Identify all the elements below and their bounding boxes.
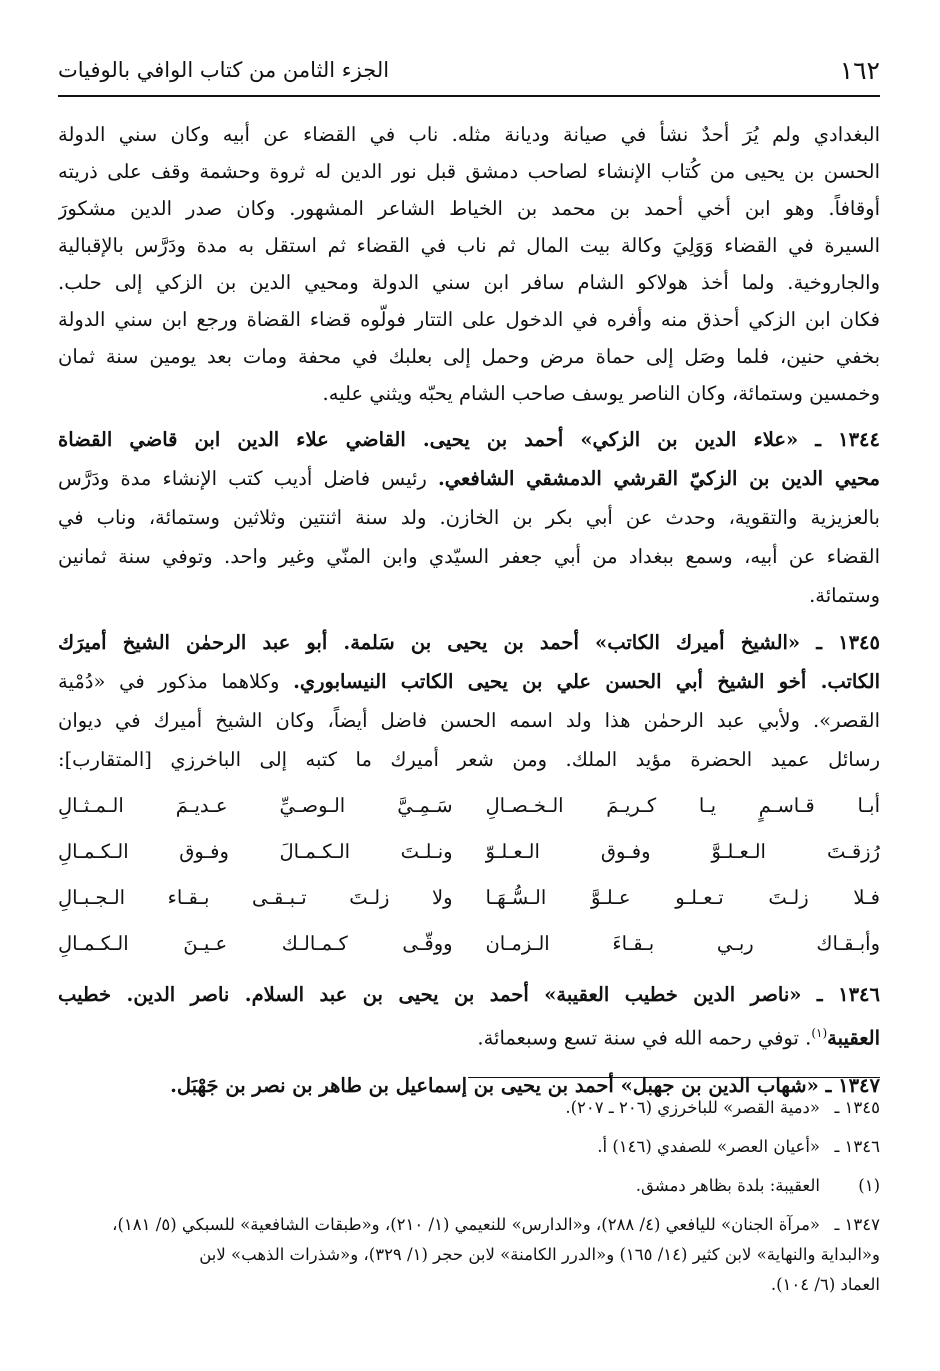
text-line: القصر». ولأبي عبد الرحمٰن هذا ولد اسمه الحسن فاضل أيضاً، وكان الشيخ أميرك في ديوان (58, 709, 880, 732)
entry-text: . توفي رحمه الله في سنة تسع وسبعمائة. (477, 1026, 812, 1050)
footnote-text: العماد (٦/ ١٠٤). (770, 1275, 880, 1294)
entry-1344 (58, 420, 880, 615)
entry-heading: ١٣٤٦ ـ «ناصر الدين خطيب العقيبة» أحمد بن يحيى بن عبد السلام. ناصر الدين. خطيب (58, 983, 880, 1006)
running-header (58, 50, 880, 94)
footnote (58, 1210, 880, 1300)
text-line: والجاروخية. ولما أخذ هولاكو الشام سافر ابن سني الدولة ومحيي الدين بن الزكي إلى حلب. (58, 271, 880, 294)
entry-text: رئيس فاضل أديب كتب الإنشاء مدة ودَرَّس (58, 467, 438, 490)
text-line: القضاء عن أبيه، وسمع ببغداد من أبي جعفر السيّدي وابن المنّي وغير واحد. وتوفي سنة ثمانين (58, 545, 880, 568)
footnote-number: ١٣٤٥ ـ (834, 1098, 880, 1117)
footnotes (58, 1093, 880, 1309)
verse (58, 875, 880, 921)
verse-second-hemistich: ونـلـتَ الـكـمـالَ وفـوق الـكـمـالِ (58, 840, 453, 863)
entry-1346 (58, 975, 880, 1058)
footnote-text: «مرآة الجنان» لليافعي (٤/ ٢٨٨)، و«الدارس» للنعيمي (١/ ٢١٠)، و«طبقات الشافعية» للسبكي (٥/ ١٨١)، (112, 1215, 820, 1234)
text-line: بالعزيزية والتقوية، وحدث عن أبي بكر بن الخازن. ولد سنة اثنتين وثلاثين وستمائة، وناب في (58, 506, 880, 529)
verse (58, 783, 880, 829)
footnote (58, 1132, 880, 1162)
main-text (58, 116, 880, 1113)
text-line: فكان ابن الزكي أحذق منه وأفره في الدخول على التتار فولّوه قضاء القضاة ورجع ابن سني الدولة (58, 308, 880, 331)
verse-first-hemistich: فـلا زلـتَ تـعـلـو عـلـوَّ الـسُّـهَـا (485, 886, 880, 909)
running-title: الجزء الثامن من كتاب الوافي بالوفيات (58, 58, 390, 82)
entry-heading-cont: العقيبة (827, 1026, 880, 1050)
verse-first-hemistich: وأبـقـاك ربـي بـقـاءَ الـزمـان (485, 932, 880, 955)
poem (58, 783, 880, 967)
header-rule (58, 95, 880, 97)
text-line: أوقافاً. وهو ابن أخي أحمد بن محمد بن الخياط الشاعر المشهور. وكان صدر الدين مشكورَ (58, 197, 880, 220)
entry-1345 (58, 623, 880, 967)
verse (58, 829, 880, 875)
text-line: وخمسين وستمائة، وكان الناصر يوسف صاحب الشام يحبّه ويثني عليه. (322, 382, 880, 405)
footnote-rule (468, 1077, 880, 1078)
entry-heading-cont: الكاتب. أخو الشيخ أبي الحسن علي بن يحيى الكاتب النيسابوري. (293, 670, 880, 693)
footnote (58, 1171, 880, 1201)
footnote-text: العقيبة: بلدة بظاهر دمشق. (635, 1176, 820, 1195)
verse-first-hemistich: رُزقـتَ الـعـلـوَّ وفـوق الـعـلـوّ (485, 840, 880, 863)
entry-heading: ١٣٤٤ ـ «علاء الدين بن الزكي» أحمد بن يحيى. القاضي علاء الدين ابن قاضي القضاة (58, 428, 880, 451)
footnote-text: «أعيان العصر» للصفدي (١٤٦) أ. (597, 1137, 820, 1156)
text-line: البغدادي ولم يُرَ أحدٌ نشأ في صيانة وديانة مثله. ناب في القضاء عن أبيه وكان سني الدولة (58, 123, 880, 146)
text-line: الحسن بن يحيى من كُتاب الإنشاء لصاحب دمشق قبل نور الدين له ثروة وحشمة وقف على ذريته (58, 160, 880, 183)
text-line: بخفي حنين، فلما وصَل إلى حماة مرض وحمل إلى بعلبك في محفة ومات بعد يومين سنة ثمان (58, 345, 880, 368)
verse-second-hemistich: ووقّـى كـمـالـك عـيـنَ الـكـمـالِ (58, 932, 453, 955)
entry-heading-cont: محيي الدين بن الزكيّ القرشي الدمشقي الشافعي. (437, 467, 880, 490)
text-line: رسائل عميد الحضرة مؤيد الملك. ومن شعر أميرك ما كتبه إلى الباخرزي [المتقارب]: (58, 748, 880, 771)
entry-heading: ١٣٤٧ ـ «شهاب الدين بن جهبل» أحمد بن يحيى بن إسماعيل بن طاهر بن نصر بن جَهْبَل. (170, 1073, 880, 1097)
footnote-number: ١٣٤٧ ـ (834, 1215, 880, 1234)
text-line: وستمائة. (809, 584, 880, 607)
text-line: السيرة في القضاء وَوَلِيَ وكالة بيت المال ثم ناب في القضاء ثم استقل به مدة ودَرَّس بالإقبالية (58, 234, 880, 257)
verse-second-hemistich: ولا زلـتَ تـبـقـى بـقـاء الـجـبـالِ (58, 886, 453, 909)
entry-text: وكلاهما مذكور في «دُمْية (58, 670, 294, 693)
footnote-number: (١) (858, 1176, 880, 1195)
footnote-text: «دمية القصر» للباخرزي (٢٠٦ ـ ٢٠٧). (565, 1098, 820, 1117)
footnote (58, 1093, 880, 1123)
intro-paragraph (58, 116, 880, 412)
verse (58, 921, 880, 967)
footnote-text: و«البداية والنهاية» لابن كثير (١٤/ ١٦٥) و«الدرر الكامنة» لابن حجر (١/ ٣٢٩)، و«شذرات الذهب» لابن (199, 1245, 880, 1264)
verse-first-hemistich: أبـا قـاسـمٍ يـا كـريـمَ الـخـصـالِ (485, 794, 880, 817)
page-number: ١٦٢ (839, 56, 880, 85)
verse-second-hemistich: سَـمِـيَّ الـوصـيِّ عـديـمَ الـمـثـالِ (58, 794, 453, 817)
entry-heading: ١٣٤٥ ـ «الشيخ أميرك الكاتب» أحمد بن يحيى بن سَلمة. أبو عبد الرحمٰن الشيخ أميرَك (58, 631, 880, 654)
footnote-number: ١٣٤٦ ـ (834, 1137, 880, 1156)
footnote-ref: (١) (811, 1026, 828, 1040)
